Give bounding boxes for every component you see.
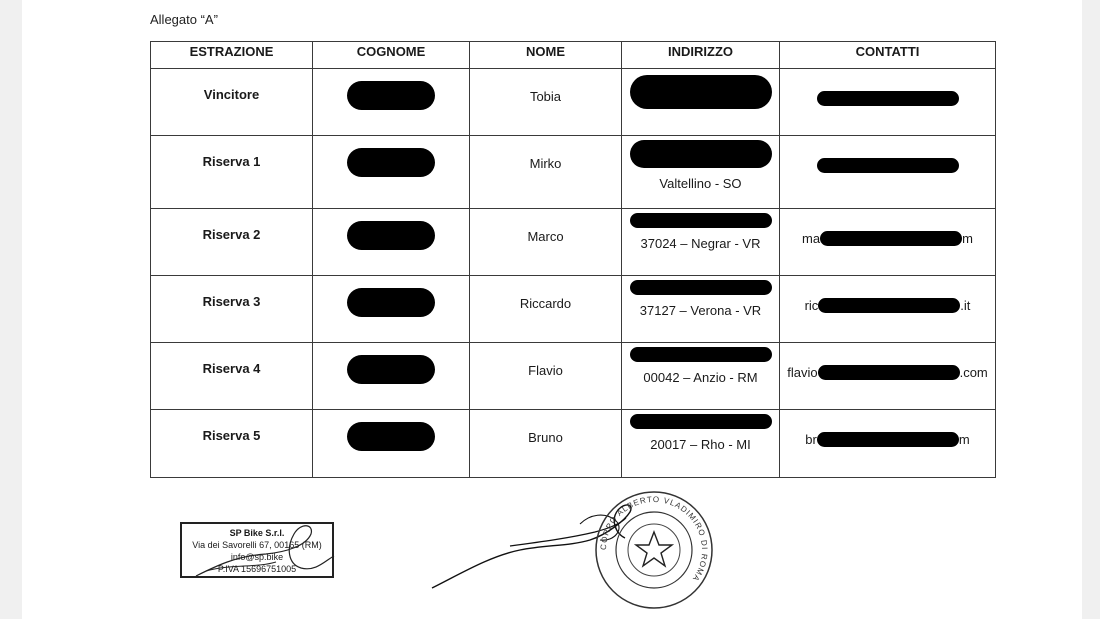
table-row bbox=[151, 276, 996, 343]
document-heading: Allegato “A” bbox=[150, 12, 218, 27]
svg-text:CORPO ALBERTO VLADIMIRO DI ROM bbox=[599, 495, 709, 583]
table-row bbox=[151, 69, 996, 136]
indirizzo-cell bbox=[622, 209, 780, 276]
redaction-mark bbox=[817, 432, 959, 447]
estrazione-cell: Riserva 5 bbox=[151, 410, 313, 478]
official-seal-icon bbox=[592, 488, 716, 612]
estrazione-cell: Riserva 2 bbox=[151, 209, 313, 276]
results-table bbox=[150, 41, 996, 478]
contatti-cell bbox=[780, 209, 996, 276]
contact-prefix: ma bbox=[802, 231, 821, 246]
contact-suffix: m bbox=[958, 432, 970, 447]
redaction-mark bbox=[347, 422, 435, 451]
contact-line bbox=[817, 91, 959, 106]
redaction-mark bbox=[817, 91, 959, 106]
contatti-cell bbox=[780, 276, 996, 343]
column-header: ESTRAZIONE bbox=[151, 42, 313, 69]
contact-prefix: br bbox=[805, 432, 817, 447]
address-text: 20017 – Rho - MI bbox=[650, 437, 751, 452]
address-text: Valtellino - SO bbox=[659, 176, 742, 191]
estrazione-cell: Vincitore bbox=[151, 69, 313, 136]
signature-scribble-left bbox=[176, 516, 346, 586]
column-header: INDIRIZZO bbox=[622, 42, 780, 69]
seal-text: CORPO ALBERTO VLADIMIRO DI ROMA bbox=[598, 494, 710, 584]
table-row bbox=[151, 410, 996, 478]
redaction-mark bbox=[347, 221, 435, 250]
contact-line bbox=[805, 432, 969, 447]
cognome-cell bbox=[313, 343, 470, 410]
redaction-mark bbox=[347, 81, 435, 110]
contact-line bbox=[817, 158, 959, 173]
indirizzo-cell bbox=[622, 343, 780, 410]
nome-cell: Riccardo bbox=[470, 276, 622, 343]
contact-line bbox=[787, 365, 988, 380]
redaction-mark bbox=[347, 355, 435, 384]
address-text: 37127 – Verona - VR bbox=[639, 303, 762, 318]
estrazione-cell: Riserva 3 bbox=[151, 276, 313, 343]
contact-suffix: m bbox=[962, 231, 973, 246]
redaction-mark bbox=[818, 365, 960, 380]
redaction-mark bbox=[817, 158, 959, 173]
nome-cell: Marco bbox=[470, 209, 622, 276]
cognome-cell bbox=[313, 276, 470, 343]
cognome-cell bbox=[313, 209, 470, 276]
stamp-company-name: SP Bike S.r.l. bbox=[229, 528, 285, 538]
redaction-mark bbox=[630, 75, 772, 109]
indirizzo-cell bbox=[622, 276, 780, 343]
redaction-mark bbox=[630, 213, 772, 228]
contatti-cell bbox=[780, 69, 996, 136]
contact-suffix: .it bbox=[960, 298, 971, 313]
nome-cell: Flavio bbox=[470, 343, 622, 410]
indirizzo-cell bbox=[622, 410, 780, 478]
nome-cell: Bruno bbox=[470, 410, 622, 478]
redaction-mark bbox=[630, 280, 772, 295]
stamp-vat: P.IVA 15696751005 bbox=[217, 564, 297, 574]
estrazione-cell: Riserva 4 bbox=[151, 343, 313, 410]
indirizzo-cell bbox=[622, 136, 780, 209]
redaction-mark bbox=[630, 414, 772, 429]
redaction-mark bbox=[818, 298, 960, 313]
stamp-address: Via dei Savorelli 67, 00165 (RM) bbox=[192, 540, 322, 550]
cognome-cell bbox=[313, 69, 470, 136]
cognome-cell bbox=[313, 410, 470, 478]
contact-prefix: flavio bbox=[787, 365, 818, 380]
contact-line bbox=[805, 298, 971, 313]
redaction-mark bbox=[347, 288, 435, 317]
redaction-mark bbox=[347, 148, 435, 177]
contatti-cell bbox=[780, 410, 996, 478]
stamp-email: info@sp.bike bbox=[230, 552, 284, 562]
nome-cell: Mirko bbox=[470, 136, 622, 209]
contatti-cell bbox=[780, 136, 996, 209]
indirizzo-cell bbox=[622, 69, 780, 136]
table-row bbox=[151, 136, 996, 209]
nome-cell: Tobia bbox=[470, 69, 622, 136]
address-text: 00042 – Anzio - RM bbox=[643, 370, 758, 385]
cognome-cell bbox=[313, 136, 470, 209]
contact-prefix: ric bbox=[804, 298, 819, 313]
table-row bbox=[151, 343, 996, 410]
table-header-row bbox=[151, 42, 996, 69]
column-header: NOME bbox=[470, 42, 622, 69]
column-header: COGNOME bbox=[313, 42, 470, 69]
contatti-cell bbox=[780, 343, 996, 410]
redaction-mark bbox=[630, 140, 772, 168]
contact-suffix: .com bbox=[959, 365, 988, 380]
redaction-mark bbox=[630, 347, 772, 362]
redaction-mark bbox=[820, 231, 962, 246]
column-header: CONTATTI bbox=[780, 42, 996, 69]
contact-line bbox=[802, 231, 973, 246]
estrazione-cell: Riserva 1 bbox=[151, 136, 313, 209]
address-text: 37024 – Negrar - VR bbox=[640, 236, 761, 251]
table-row bbox=[151, 209, 996, 276]
